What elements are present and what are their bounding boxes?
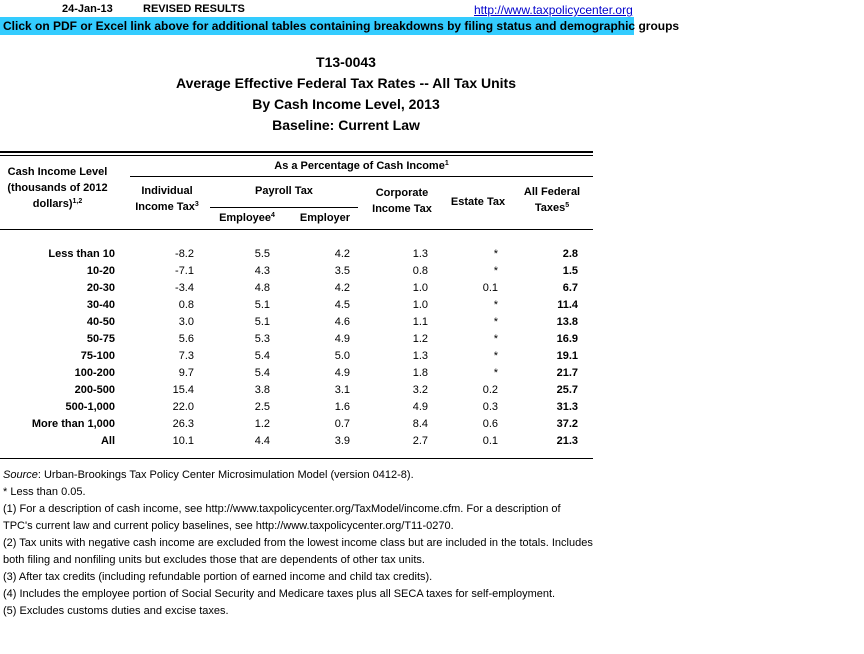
footnote-1: (1) For a description of cash income, see http://www.taxpolicycenter.org/TaxModel/income.cfm. For a description of TPC's current law and current policy baselines, see http://www.taxpolicycenter.org/T11-0270. (3, 503, 561, 532)
table-row (0, 263, 593, 280)
all-federal-value: 6.7 (562, 282, 578, 294)
tpc-link[interactable]: http://www.taxpolicycenter.org (474, 3, 633, 17)
revised-label: REVISED RESULTS (143, 3, 245, 15)
employer-value: 4.9 (334, 333, 350, 345)
estate-value: * (493, 350, 498, 362)
all-federal-value: 13.8 (556, 316, 578, 328)
table-row (0, 297, 593, 314)
info-banner: Click on PDF or Excel link above for additional tables containing breakdowns by filing status and demographic groups (0, 17, 634, 35)
table-subtitle: By Cash Income Level, 2013 (252, 96, 440, 112)
table-title: Average Effective Federal Tax Rates -- All Tax Units (175, 75, 516, 91)
employer-value: 5.0 (334, 350, 350, 362)
all-federal-value: 37.2 (556, 418, 578, 430)
estate-value: 0.2 (482, 384, 498, 396)
table-row (0, 331, 593, 348)
individual-value: 3.0 (178, 316, 194, 328)
employer-header: Employer (299, 212, 351, 224)
all-federal-header: All Federal Taxes$^5$ (523, 186, 581, 214)
row-label: 75-100 (80, 350, 115, 362)
corporate-value: 1.8 (412, 367, 428, 379)
individual-income-tax-header: Individual Income Tax$^3$ (135, 185, 199, 213)
row-label: 40-50 (86, 316, 115, 328)
employee-value: 5.3 (254, 333, 270, 345)
row-label: 10-20 (86, 265, 115, 277)
corporate-value: 1.3 (412, 248, 428, 260)
all-federal-value: 31.3 (556, 401, 578, 413)
table-row (0, 280, 593, 297)
corporate-value: 0.8 (412, 265, 428, 277)
row-label: 200-500 (74, 384, 115, 396)
employer-value: 4.6 (334, 316, 350, 328)
corporate-value: 3.2 (412, 384, 428, 396)
footnote-2: (2) Tax units with negative cash income are excluded from the lowest income class but are included in the totals. Includes both filing and nonfiling units but excludes those that are dependents of other tax units. (3, 537, 593, 566)
table-row (0, 433, 593, 450)
row-label: 100-200 (74, 367, 115, 379)
all-federal-value: 21.3 (556, 435, 578, 447)
individual-value: -8.2 (175, 248, 194, 260)
employee-value: 3.8 (254, 384, 270, 396)
employer-value: 4.2 (334, 248, 350, 260)
estate-value: * (493, 248, 498, 260)
corporate-value: 1.0 (412, 299, 428, 311)
estate-value: * (493, 316, 498, 328)
payroll-tax-header: Payroll Tax (255, 185, 313, 197)
table-row (0, 416, 593, 433)
estate-value: 0.1 (482, 435, 498, 447)
employee-value: 2.5 (254, 401, 270, 413)
individual-value: 22.0 (172, 401, 194, 413)
individual-value: 7.3 (178, 350, 194, 362)
pct-header: As a Percentage of Cash Income$^1$ (274, 160, 449, 172)
row-label: 30-40 (86, 299, 115, 311)
employer-value: 4.2 (334, 282, 350, 294)
top-rule-thin (0, 155, 593, 156)
header-bottom-rule (0, 229, 593, 230)
row-label: 50-75 (86, 333, 115, 345)
footnote-5: (5) Excludes customs duties and excise taxes. (3, 605, 229, 617)
source-note: Source: Urban-Brookings Tax Policy Center Microsimulation Model (version 0412-8). (3, 469, 414, 481)
employer-value: 3.5 (334, 265, 350, 277)
individual-value: 0.8 (178, 299, 194, 311)
employer-value: 3.9 (334, 435, 350, 447)
table-row (0, 399, 593, 416)
estate-value: * (493, 333, 498, 345)
corporate-value: 2.7 (412, 435, 428, 447)
estate-value: 0.1 (482, 282, 498, 294)
estate-value: * (493, 265, 498, 277)
employee-value: 5.5 (254, 248, 270, 260)
employee-value: 5.1 (254, 299, 270, 311)
employer-value: 4.9 (334, 367, 350, 379)
all-federal-value: 11.4 (557, 299, 578, 311)
employer-value: 4.5 (334, 299, 350, 311)
table-baseline: Baseline: Current Law (272, 117, 420, 133)
footnote-4: (4) Includes the employee portion of Social Security and Medicare taxes plus all SECA taxes for self-employment. (3, 588, 556, 600)
employee-value: 4.3 (254, 265, 270, 277)
star-note: * Less than 0.05. (3, 486, 86, 498)
income-level-header: Cash Income Level (thousands of 2012 dollars)$^{1,2}$ (7, 166, 108, 210)
individual-value: 26.3 (172, 418, 194, 430)
employee-value: 5.4 (254, 350, 270, 362)
employee-value: 5.1 (254, 316, 270, 328)
table-row (0, 246, 593, 263)
table-row (0, 314, 593, 331)
estate-value: * (493, 299, 498, 311)
estate-tax-header: Estate Tax (450, 196, 506, 208)
individual-value: 10.1 (172, 435, 194, 447)
report-date: 24-Jan-13 (62, 3, 113, 15)
corporate-value: 1.3 (412, 350, 428, 362)
row-label: All (100, 435, 115, 447)
employer-value: 1.6 (334, 401, 350, 413)
estate-value: * (493, 367, 498, 379)
individual-value: 9.7 (178, 367, 194, 379)
row-label: More than 1,000 (31, 418, 115, 430)
row-label: 500-1,000 (65, 401, 115, 413)
all-federal-value: 21.7 (556, 367, 578, 379)
corporate-value: 1.2 (412, 333, 428, 345)
individual-value: -3.4 (175, 282, 194, 294)
footnotes (3, 467, 593, 620)
table-row (0, 348, 593, 365)
table-row (0, 382, 593, 399)
all-federal-value: 16.9 (556, 333, 578, 345)
corporate-value: 4.9 (412, 401, 428, 413)
footnote-3: (3) After tax credits (including refundable portion of earned income and child tax credits). (3, 571, 433, 583)
employee-value: 1.2 (254, 418, 270, 430)
corporate-value: 1.1 (412, 316, 428, 328)
employer-value: 3.1 (334, 384, 350, 396)
employee-header: Employee$^4$ (219, 212, 275, 224)
individual-value: 5.6 (178, 333, 194, 345)
employee-value: 4.4 (254, 435, 270, 447)
individual-value: 15.4 (172, 384, 194, 396)
estate-value: 0.6 (482, 418, 498, 430)
all-federal-value: 25.7 (556, 384, 578, 396)
top-rule (0, 151, 593, 153)
individual-value: -7.1 (175, 265, 194, 277)
employer-value: 0.7 (334, 418, 350, 430)
table-id: T13-0043 (316, 54, 376, 70)
pct-header-rule (130, 176, 593, 177)
all-federal-value: 1.5 (562, 265, 578, 277)
all-federal-value: 2.8 (562, 248, 578, 260)
row-label: Less than 10 (48, 248, 115, 260)
employee-value: 4.8 (254, 282, 270, 294)
corporate-tax-header: Corporate Income Tax (372, 187, 432, 215)
table-bottom-rule (0, 458, 593, 459)
corporate-value: 1.0 (412, 282, 428, 294)
payroll-rule (210, 207, 358, 208)
all-federal-value: 19.1 (556, 350, 578, 362)
estate-value: 0.3 (482, 401, 498, 413)
employee-value: 5.4 (254, 367, 270, 379)
row-label: 20-30 (86, 282, 115, 294)
corporate-value: 8.4 (412, 418, 428, 430)
table-row (0, 365, 593, 382)
